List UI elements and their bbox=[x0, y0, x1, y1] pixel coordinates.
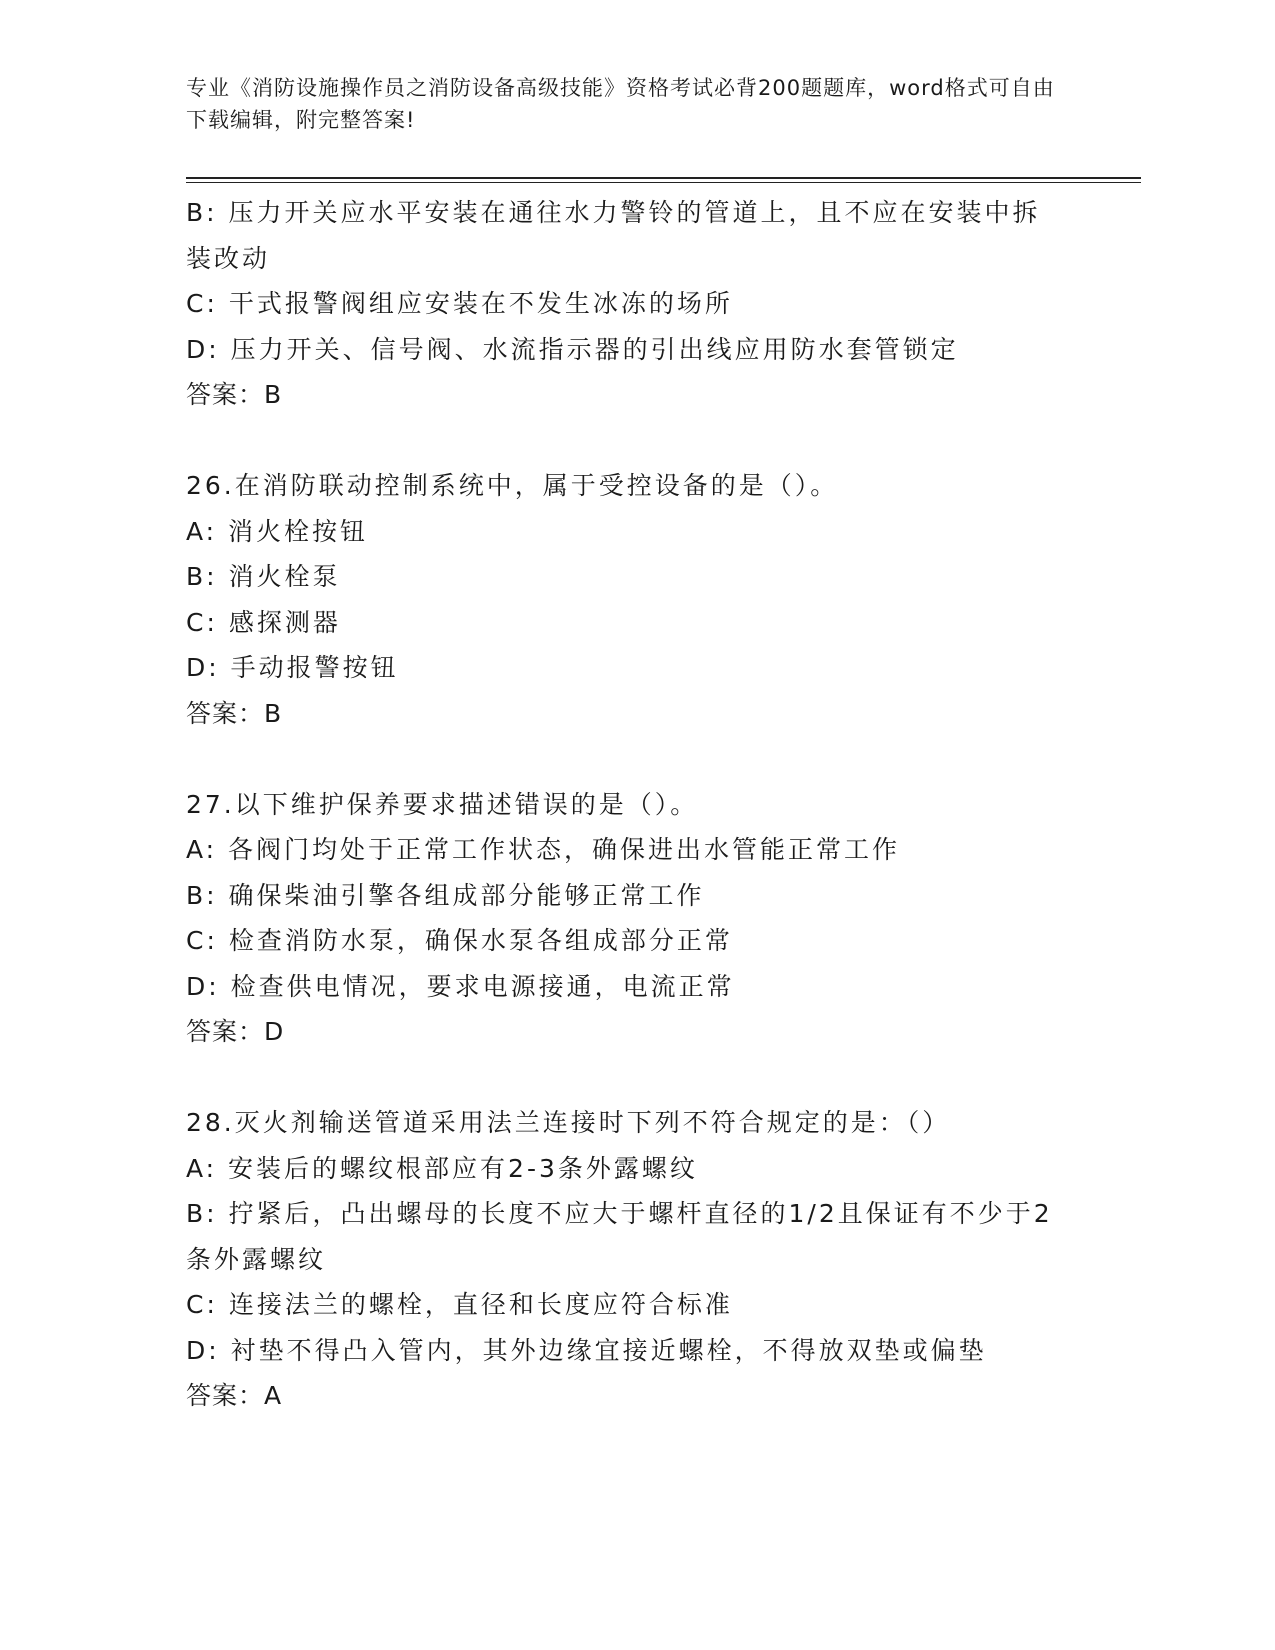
answer-line: 答案：D bbox=[186, 1017, 285, 1046]
option-d: D: 检查供电情况，要求电源接通，电流正常 bbox=[186, 971, 735, 1001]
option-b: B: 消火栓泵 bbox=[186, 562, 341, 591]
option-d: D: 衬垫不得凸入管内，其外边缘宜接近螺栓，不得放双垫或偏垫 bbox=[186, 1335, 987, 1365]
option-b: B: 压力开关应水平安装在通往水力警铃的管道上，且不应在安装中拆装改动 bbox=[186, 198, 1041, 273]
answer-line: 答案：A bbox=[186, 1381, 283, 1410]
document-header: 专业《消防设施操作员之消防设备高级技能》资格考试必背200题题库，word格式可自由下载编辑，附完整答案! bbox=[186, 76, 1055, 132]
option-a: A: 消火栓按钮 bbox=[186, 516, 369, 546]
answer-line: 答案：B bbox=[186, 698, 283, 728]
question-block bbox=[186, 463, 1066, 736]
question-list bbox=[186, 190, 1066, 1419]
question-block-continued bbox=[186, 190, 1066, 418]
question-stem: 27.以下维护保养要求描述错误的是（）。 bbox=[186, 789, 699, 819]
option-c: C: 检查消防水泵，确保水泵各组成部分正常 bbox=[186, 926, 733, 955]
header-divider-thin bbox=[186, 182, 1141, 183]
option-b: B: 拧紧后，凸出螺母的长度不应大于螺杆直径的1/2且保证有不少于2条外露螺纹 bbox=[186, 1199, 1053, 1274]
question-block bbox=[186, 782, 1066, 1055]
option-a: A: 安装后的螺纹根部应有2-3条外露螺纹 bbox=[186, 1153, 698, 1183]
option-d: D: 手动报警按钮 bbox=[186, 653, 399, 682]
option-c: C: 感探测器 bbox=[186, 607, 341, 637]
spacer bbox=[186, 418, 1066, 464]
option-a: A: 各阀门均处于正常工作状态，确保进出水管能正常工作 bbox=[186, 835, 901, 864]
option-d: D: 压力开关、信号阀、水流指示器的引出线应用防水套管锁定 bbox=[186, 334, 959, 364]
question-block bbox=[186, 1100, 1066, 1419]
question-stem: 26.在消防联动控制系统中，属于受控设备的是（）。 bbox=[186, 471, 839, 500]
option-c: C: 连接法兰的螺栓，直径和长度应符合标准 bbox=[186, 1290, 733, 1319]
option-c: C: 干式报警阀组应安装在不发生冰冻的场所 bbox=[186, 289, 733, 318]
question-stem: 28.灭火剂输送管道采用法兰连接时下列不符合规定的是：（） bbox=[186, 1108, 951, 1137]
answer-line: 答案：B bbox=[186, 380, 283, 409]
header-divider-thick bbox=[186, 177, 1141, 179]
spacer bbox=[186, 1055, 1066, 1101]
spacer bbox=[186, 736, 1066, 782]
option-b: B: 确保柴油引擎各组成部分能够正常工作 bbox=[186, 880, 705, 910]
